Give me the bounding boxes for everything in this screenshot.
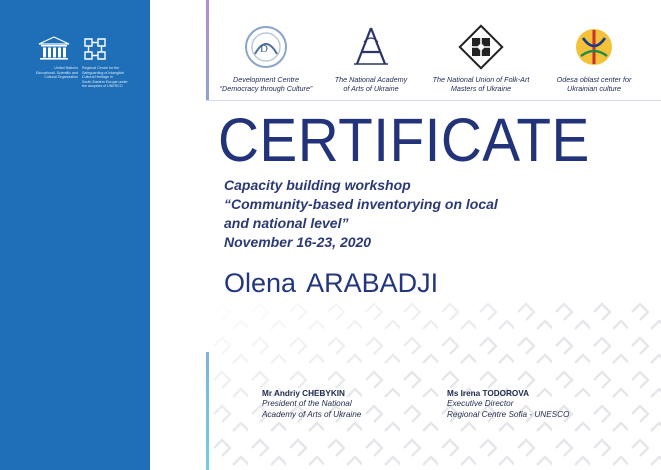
partner-label-line: Development Centre (233, 75, 299, 84)
organization-logos (28, 36, 143, 96)
regional-centre-caption-line: Regional Centre for the (82, 66, 120, 70)
signatory-name: Mr Andriy CHEBYKIN (262, 389, 345, 398)
partner-label-line: “Democracy through Culture” (219, 83, 313, 93)
unesco-caption-line: Educational, Scientific and (35, 70, 78, 75)
unesco-logo-icon (36, 36, 72, 62)
partner-label-line: The National Union of Folk-Art (432, 75, 530, 84)
academy-logo-icon (348, 24, 394, 70)
partner-label-line: Odesa oblast center for (556, 75, 632, 84)
workshop-line: and national level” (224, 215, 349, 231)
unesco-caption-line: United Nations (54, 66, 78, 70)
partner-label-line: of Arts of Ukraine (343, 83, 399, 93)
folk-art-union-logo-icon (458, 24, 504, 70)
regional-centre-caption-line: Cultural Heritage in (82, 75, 113, 80)
workshop-line: “Community-based inventorying on local (224, 196, 498, 212)
regional-centre-caption (82, 66, 142, 89)
signatory-role-line: Executive Director (447, 399, 514, 409)
recipient-first-name: Olena (224, 268, 297, 298)
signatory-role-line: Academy of Arts of Ukraine (262, 409, 362, 419)
decorative-pattern (210, 300, 661, 470)
regional-centre-logo-icon (82, 36, 108, 62)
signatory-2 (447, 389, 569, 420)
unesco-caption-line: Cultural Organization (44, 75, 78, 80)
left-blue-panel (0, 0, 150, 470)
unesco-caption (28, 66, 78, 80)
workshop-description (224, 176, 554, 252)
certificate-title: CERTIFICATE (218, 106, 590, 174)
partner-label (325, 76, 417, 93)
partner-label (425, 76, 537, 93)
workshop-date: November 16-23, 2020 (224, 234, 372, 250)
partner-label-line: The National Academy (334, 75, 408, 84)
partner-label (212, 76, 320, 93)
signatory-role-line: President of the National (262, 399, 352, 409)
recipient-name (224, 268, 438, 299)
odesa-centre-logo-icon (571, 24, 617, 70)
partner-folk-art-union (425, 24, 537, 93)
regional-centre-caption-line: the auspices of UNESCO (82, 84, 123, 89)
recipient-last-name: ARABADJI (306, 268, 439, 298)
header-divider (206, 100, 661, 101)
signatory-role-line: Regional Centre Sofia - UNESCO (447, 409, 570, 419)
partner-national-academy (325, 24, 417, 93)
partner-label-line: Masters of Ukraine (450, 83, 512, 93)
accent-bar-top (206, 0, 209, 100)
signatory-name: Ms Irena TODOROVA (447, 389, 530, 398)
regional-centre-caption-line: Safeguarding of Intangible (82, 70, 124, 75)
partner-label-line: Ukrainian culture (567, 83, 621, 93)
svg-text:D: D (260, 43, 268, 55)
partner-development-centre (212, 24, 320, 93)
partner-odesa-centre (544, 24, 644, 93)
signatory-1 (262, 389, 361, 420)
dc-logo-icon (243, 24, 289, 70)
accent-bar-bottom (206, 352, 209, 470)
partner-label (544, 76, 644, 93)
workshop-line: Capacity building workshop (224, 177, 411, 193)
regional-centre-caption-line: South-Eastern Europe under (82, 79, 128, 84)
